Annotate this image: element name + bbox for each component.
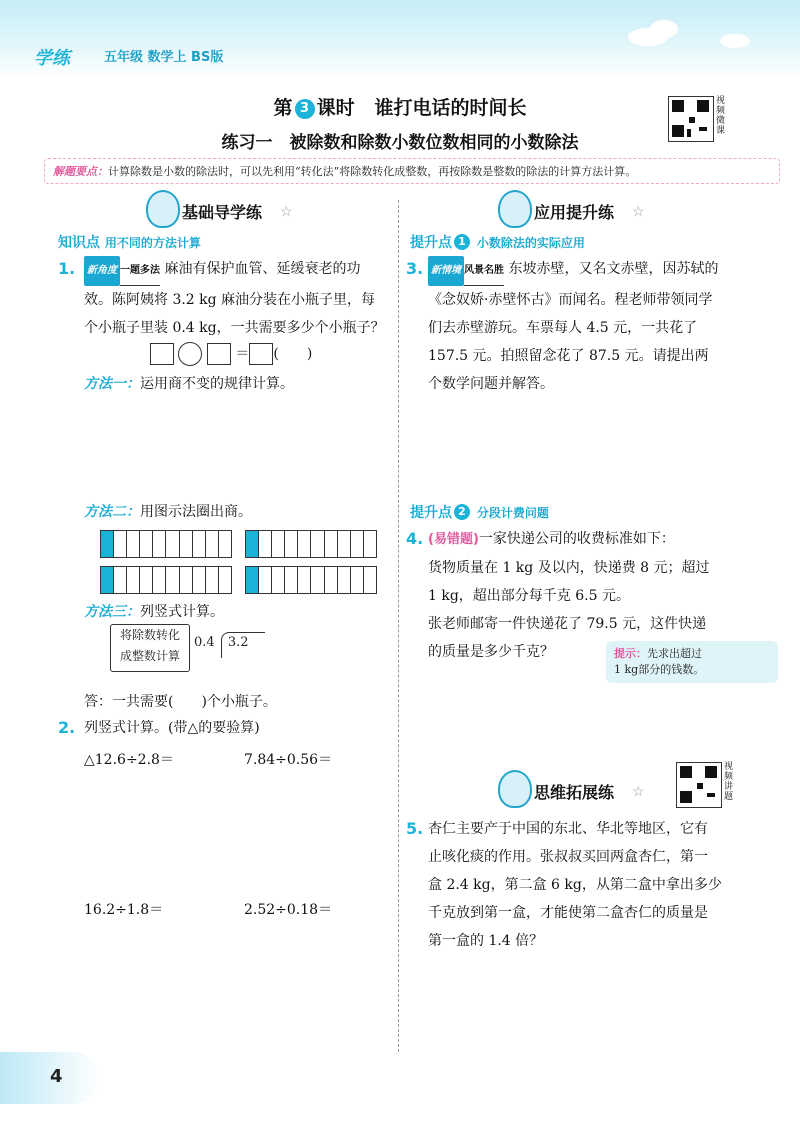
section-heading-basic: 基础导学练 (182, 203, 263, 222)
grade-label: 五年级 数学上 BS版 (104, 50, 224, 65)
question-text: 个数学问题并解答。 (428, 376, 554, 392)
conversion-text: 将除数转化 (119, 628, 180, 642)
video-label (724, 762, 734, 802)
method-3 (84, 598, 224, 626)
tag-multi-method: 一题多法 (120, 257, 160, 286)
grid-bar[interactable] (100, 530, 232, 558)
question-text: 《念奴娇·赤壁怀古》而闻名。程老师带领同学 (428, 292, 713, 308)
improve-point-1 (410, 232, 585, 252)
kp-label: 提升点 (410, 505, 452, 521)
qr-code-icon[interactable] (676, 762, 722, 808)
cloud-decoration (650, 20, 678, 38)
question-text: 千克放到第一盒，才能使第二盒杏仁的质量是 (428, 905, 708, 921)
question-number: 4. (406, 529, 424, 548)
star-icon: ☆ (632, 204, 645, 220)
question-number: 5. (406, 819, 424, 838)
question-number: 2. (58, 718, 76, 737)
lesson-number: 3 (295, 99, 315, 119)
section-heading-extend: 思维拓展练 (534, 783, 615, 802)
header-band (0, 0, 800, 78)
expression: 7.84÷0.56＝ (244, 752, 333, 768)
brand-logo: 学练 (34, 48, 70, 69)
hint-text: 先求出超过 (647, 647, 702, 660)
question-text: 1 kg，超出部分每千克 6.5 元。 (428, 588, 630, 604)
tip-label: 解题要点： (53, 165, 108, 178)
column-divider (398, 200, 399, 1052)
equation-template: ＝ ( ) (150, 342, 312, 366)
long-division (194, 632, 265, 658)
blank-box[interactable] (249, 343, 273, 365)
question-number: 1. (58, 259, 76, 278)
title-prefix: 第 (273, 97, 293, 119)
kp-label: 提升点 (410, 235, 452, 251)
kp-text: 小数除法的实际应用 (476, 236, 585, 250)
lesson-name: 谁打电话的时间长 (374, 97, 527, 119)
tip-bar (44, 158, 780, 184)
question-3 (428, 255, 774, 398)
page-number: 4 (50, 1066, 63, 1087)
video-label-char: 频 (716, 106, 726, 116)
mascot-icon (146, 190, 180, 228)
conversion-box (110, 624, 190, 672)
question-text: 个小瓶子里装 0.4 kg，一共需要多少个小瓶子？ (84, 320, 385, 336)
method-label: 方法三： (84, 604, 140, 620)
video-label-char: 视 (724, 762, 734, 772)
video-label-char: 讲 (724, 782, 734, 792)
question-text: 157.5 元。拍照留念花了 87.5 元。请提出两 (428, 348, 709, 364)
question-text: 第一盒的 1.4 倍？ (428, 933, 544, 949)
improve-point-2 (410, 502, 549, 522)
question-text: 麻油有保护血管、延缓衰老的功 (164, 261, 361, 277)
cloud-decoration (720, 34, 750, 48)
dividend: 3.2 (221, 632, 265, 658)
conversion-text: 成整数计算 (119, 649, 180, 663)
blank-box[interactable] (150, 343, 174, 365)
tag-new-context: 新情境 (428, 256, 464, 286)
question-text: 止咳化痰的作用。张叔叔买回两盒杏仁，第一 (428, 849, 708, 865)
unit-paren: ( ) (273, 346, 313, 362)
expression: △12.6÷2.8＝ (84, 752, 174, 768)
question-text: 货物质量在 1 kg 及以内，快递费 8 元；超过 (428, 560, 710, 576)
question-1 (84, 255, 394, 342)
answer-line[interactable]: 答：一共需要( )个小瓶子。 (84, 694, 277, 710)
title-suffix: 课时 (316, 97, 355, 119)
star-icon: ☆ (632, 784, 645, 800)
hint-label: 提示： (614, 647, 647, 660)
grid-bar[interactable] (245, 530, 377, 558)
tag-error-prone: (易错题) (428, 532, 479, 547)
video-label-char: 题 (724, 792, 734, 802)
question-5 (428, 815, 774, 955)
blank-circle[interactable] (178, 342, 202, 366)
hint-box (606, 641, 778, 683)
video-label-char: 视 (716, 96, 726, 106)
method-label: 方法一： (84, 376, 140, 392)
divisor: 0.4 (194, 635, 215, 650)
method-text: 列竖式计算。 (140, 604, 224, 620)
kp-text: 用不同的方法计算 (104, 236, 201, 250)
grid-bar[interactable] (245, 566, 377, 594)
question-text: 东坡赤壁，又名文赤壁，因苏轼的 (508, 261, 719, 277)
question-2: 列竖式计算。(带△的要验算) (84, 720, 260, 736)
video-label-char: 课 (716, 126, 726, 136)
question-text: 效。陈阿姨将 3.2 kg 麻油分装在小瓶子里，每 (84, 292, 376, 308)
grid-bar[interactable] (100, 566, 232, 594)
method-2 (84, 498, 252, 526)
mascot-icon (498, 190, 532, 228)
question-text: 张老师邮寄一件快递花了 79.5 元，这件快递 (428, 616, 707, 632)
question-text: 杏仁主要产于中国的东北、华北等地区，它有 (428, 821, 708, 837)
video-label-char: 频 (724, 772, 734, 782)
tag-new-angle: 新角度 (84, 256, 120, 286)
question-text: 们去赤壁游玩。车票每人 4.5 元，一共花了 (428, 320, 698, 336)
star-icon: ☆ (280, 204, 293, 220)
tip-text: 计算除数是小数的除法时，可以先利用“转化法”将除数转化成整数，再按除数是整数的除法的计算方法计算。 (108, 165, 637, 178)
expression: 16.2÷1.8＝ (84, 902, 164, 918)
question-number: 3. (406, 259, 424, 278)
page-subtitle: 练习一 被除数和除数小数位数相同的小数除法 (221, 133, 579, 153)
kp-number: 2 (454, 504, 470, 520)
knowledge-point (58, 232, 201, 252)
kp-text: 分段计费问题 (476, 506, 549, 520)
video-label (716, 96, 726, 136)
question-text: 一家快递公司的收费标准如下： (478, 531, 675, 547)
blank-box[interactable] (207, 343, 231, 365)
method-label: 方法二： (84, 504, 140, 520)
section-heading-apply: 应用提升练 (534, 203, 615, 222)
expression: 2.52÷0.18＝ (244, 902, 333, 918)
qr-code-icon[interactable] (668, 96, 714, 142)
question-text: 盒 2.4 kg，第二盒 6 kg，从第二盒中拿出多少 (428, 877, 722, 893)
mascot-icon (498, 770, 532, 808)
hint-text: 1 kg部分的钱数。 (614, 663, 705, 676)
method-text: 用图示法圈出商。 (140, 504, 252, 520)
question-text: 的质量是多少千克？ (428, 644, 554, 660)
method-text: 运用商不变的规律计算。 (140, 376, 294, 392)
kp-number: 1 (454, 234, 470, 250)
tag-scenic: 风景名胜 (464, 257, 504, 286)
kp-label: 知识点 (58, 235, 100, 251)
method-1 (84, 370, 294, 398)
video-label-char: 微 (716, 116, 726, 126)
